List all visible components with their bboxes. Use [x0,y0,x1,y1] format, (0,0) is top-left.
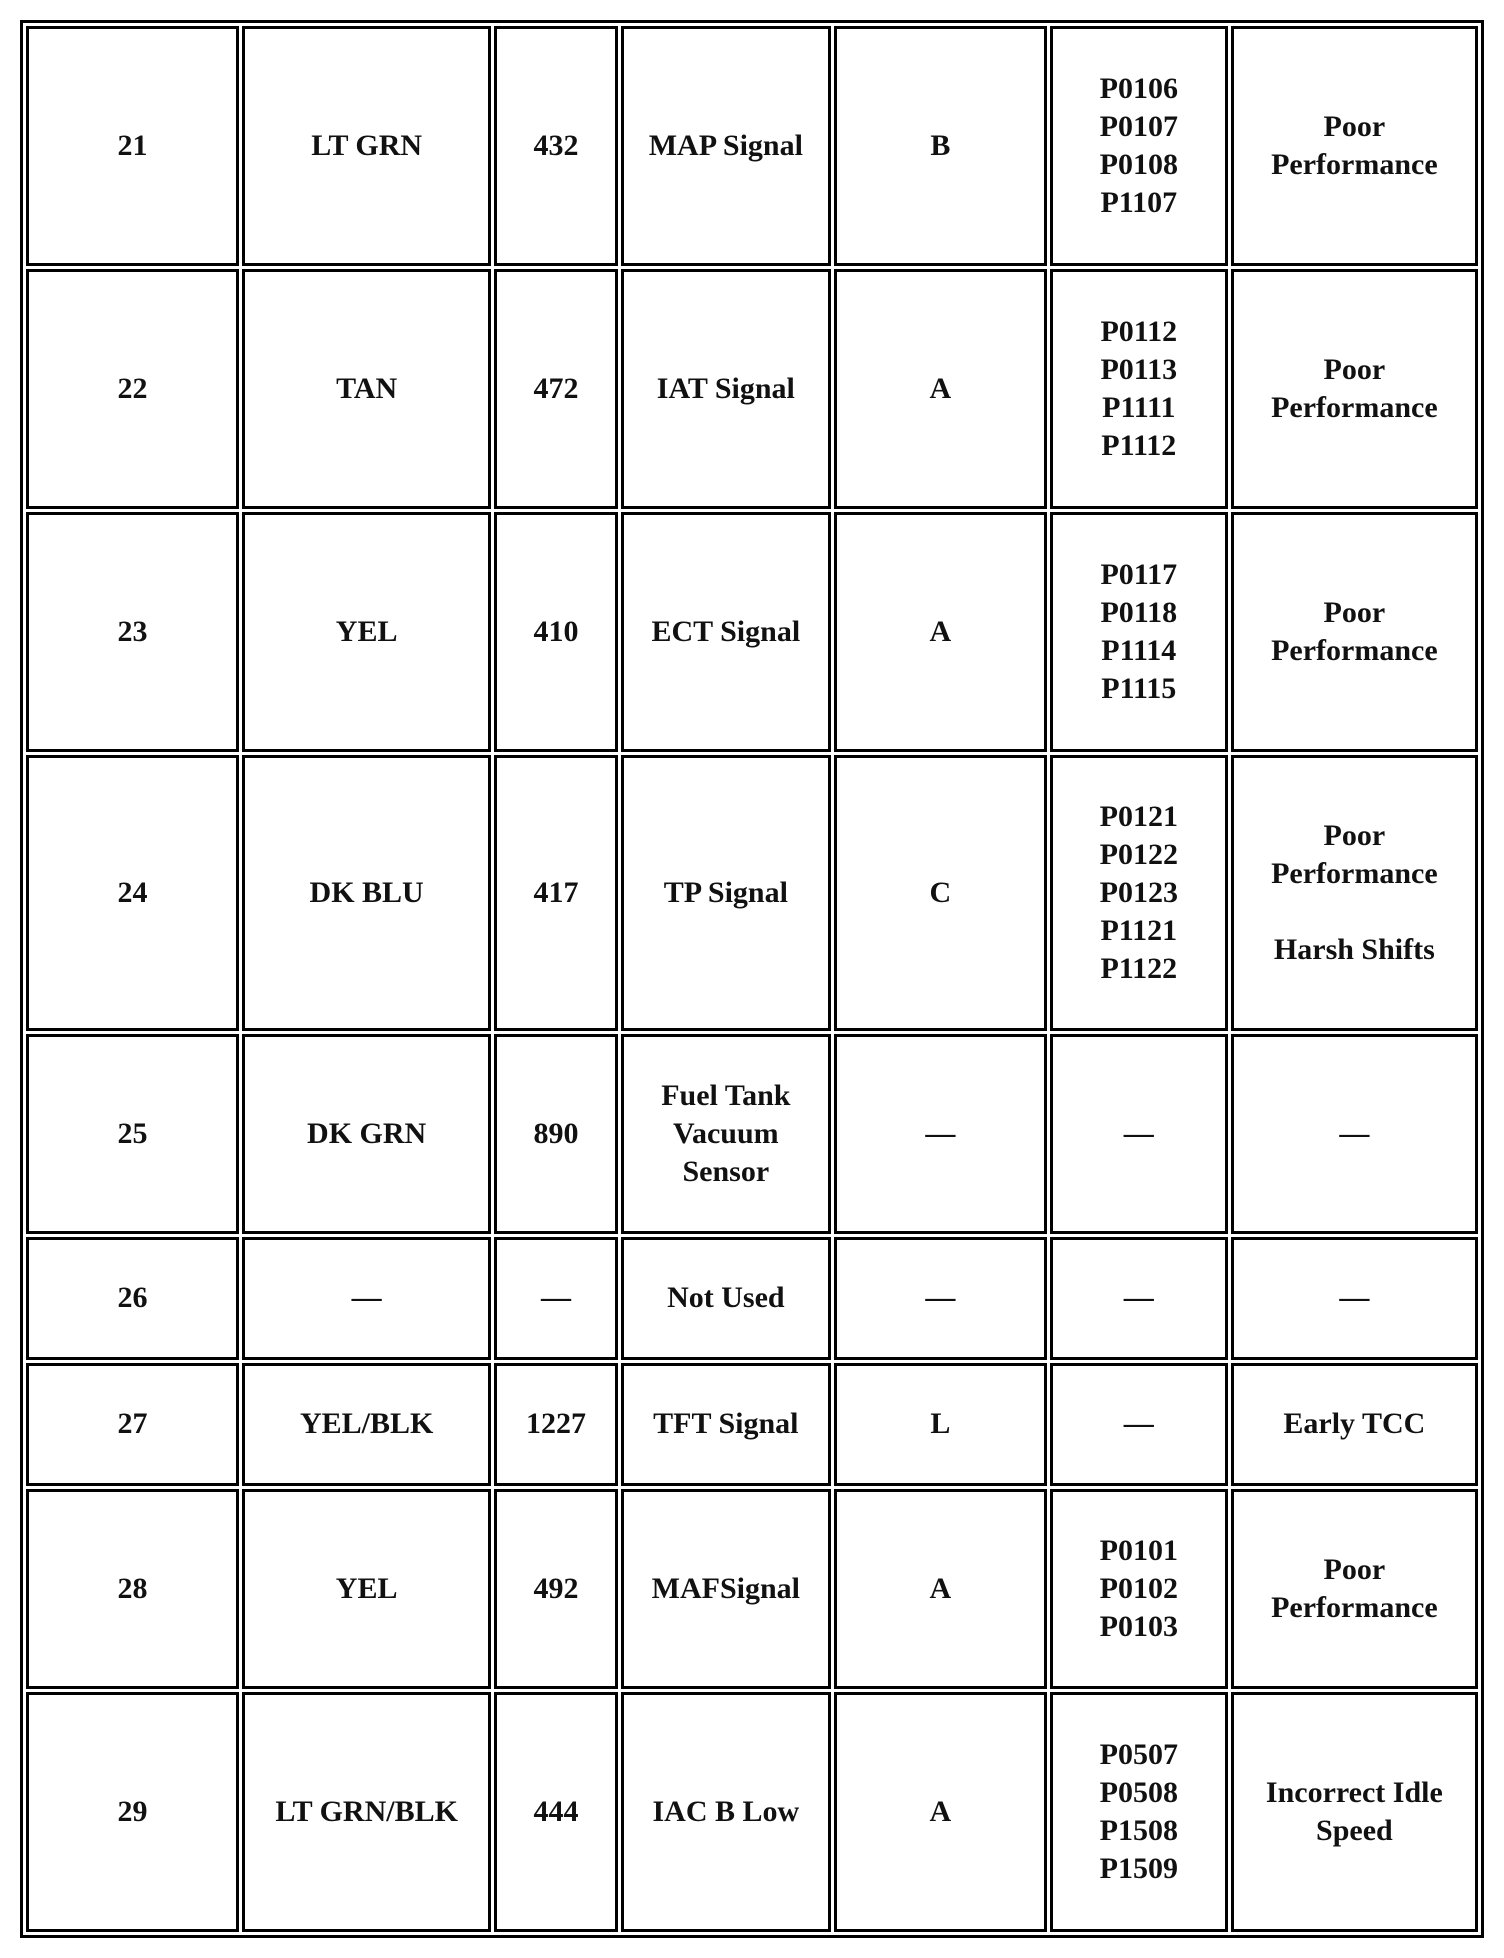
symptom-line: Poor [1323,819,1386,853]
table-row [26,1034,1478,1234]
symptom-line: Poor [1323,110,1386,144]
pin-function-cell [621,1489,831,1689]
pin-function-cell [621,755,831,1030]
symptom-cell [1231,1489,1478,1689]
dtc-codes-line: — [1123,1407,1154,1441]
dtc-codes-cell [1050,1363,1228,1486]
circuit-number-cell: 1227 [494,1363,618,1486]
symptom-line: Incorrect Idle [1265,1775,1443,1809]
symptom-line: Performance [1271,148,1438,182]
pin-number-cell: 28 [26,1489,239,1689]
table-row [26,26,1478,266]
pin-function-line: IAT Signal [656,372,795,406]
dtc-codes-line: P0101 [1099,1533,1178,1567]
symptom-line: Performance [1271,391,1438,425]
symptom-line: Poor [1323,353,1386,387]
pin-function-line: Vacuum [673,1116,779,1150]
dtc-codes-line: P1111 [1102,391,1176,425]
dtc-codes-line: P1114 [1101,634,1177,668]
dtc-codes-line: P1508 [1099,1813,1178,1847]
symptom-line: Performance [1271,857,1438,891]
pin-function-line: Sensor [682,1154,770,1188]
symptom-cell [1231,269,1478,509]
dtc-codes-line: P0106 [1099,72,1178,106]
pin-function-line: Not Used [667,1281,785,1315]
symptom-cell [1231,26,1478,266]
symptom-cell [1231,1237,1478,1360]
line-spacer [1240,893,1469,931]
pin-number-cell: 29 [26,1692,239,1932]
pin-function-cell [621,26,831,266]
connector-cell: — [834,1237,1047,1360]
circuit-number-cell: — [494,1237,618,1360]
dtc-codes-line: P0112 [1100,315,1178,349]
wire-color-cell: LT GRN [242,26,491,266]
dtc-codes-line: — [1123,1116,1154,1150]
dtc-codes-cell [1050,1692,1228,1932]
dtc-codes-line: P0123 [1099,876,1178,910]
dtc-codes-line: P1121 [1100,914,1178,948]
pin-function-cell [621,1692,831,1932]
symptom-line: Performance [1271,1590,1438,1624]
dtc-codes-cell [1050,1237,1228,1360]
dtc-codes-line: P0121 [1099,800,1178,834]
table-row [26,512,1478,752]
pin-function-cell [621,512,831,752]
wire-color-cell: YEL [242,1489,491,1689]
wire-color-cell: LT GRN/BLK [242,1692,491,1932]
connector-cell: C [834,755,1047,1030]
circuit-number-cell: 417 [494,755,618,1030]
circuit-number-cell: 410 [494,512,618,752]
connector-cell: A [834,1489,1047,1689]
pin-function-line: TFT Signal [653,1407,799,1441]
dtc-codes-line: P0108 [1099,148,1178,182]
dtc-codes-line: P1509 [1099,1851,1178,1885]
symptom-cell [1231,1363,1478,1486]
dtc-codes-line: P0107 [1099,110,1178,144]
pin-function-line: Fuel Tank [661,1078,791,1112]
table-row [26,755,1478,1030]
symptom-line: Harsh Shifts [1273,933,1435,967]
symptom-cell [1231,755,1478,1030]
symptom-line: Poor [1323,1552,1386,1586]
symptom-line: Poor [1323,596,1386,630]
pinout-table [23,23,1481,1935]
wire-color-cell: DK BLU [242,755,491,1030]
pin-function-line: IAC B Low [652,1794,800,1828]
symptom-line: Performance [1271,634,1438,668]
dtc-codes-line: P0113 [1100,353,1178,387]
pin-function-cell [621,269,831,509]
pin-function-cell [621,1034,831,1234]
symptom-line: Early TCC [1283,1407,1426,1441]
circuit-number-cell: 472 [494,269,618,509]
dtc-codes-cell [1050,269,1228,509]
wire-color-cell: YEL/BLK [242,1363,491,1486]
wire-color-cell: YEL [242,512,491,752]
dtc-codes-line: P0507 [1099,1737,1178,1771]
pin-number-cell: 27 [26,1363,239,1486]
pin-number-cell: 21 [26,26,239,266]
circuit-number-cell: 492 [494,1489,618,1689]
connector-cell: A [834,1692,1047,1932]
dtc-codes-line: P0508 [1099,1775,1178,1809]
connector-cell: B [834,26,1047,266]
circuit-number-cell: 890 [494,1034,618,1234]
dtc-codes-cell [1050,1489,1228,1689]
connector-cell: L [834,1363,1047,1486]
connector-cell: A [834,269,1047,509]
symptom-cell [1231,1034,1478,1234]
dtc-codes-line: P1112 [1101,429,1177,463]
connector-cell: A [834,512,1047,752]
pin-number-cell: 23 [26,512,239,752]
symptom-line: — [1339,1116,1370,1150]
symptom-cell [1231,1692,1478,1932]
dtc-codes-line: — [1123,1281,1154,1315]
wire-color-cell: DK GRN [242,1034,491,1234]
dtc-codes-cell [1050,755,1228,1030]
table-row [26,1363,1478,1486]
pin-function-line: ECT Signal [651,615,801,649]
pin-number-cell: 26 [26,1237,239,1360]
dtc-codes-line: P0117 [1100,558,1178,592]
dtc-codes-line: P1107 [1100,186,1178,220]
pin-number-cell: 24 [26,755,239,1030]
dtc-codes-cell [1050,1034,1228,1234]
circuit-number-cell: 432 [494,26,618,266]
wire-color-cell: TAN [242,269,491,509]
table-row [26,1489,1478,1689]
symptom-cell [1231,512,1478,752]
dtc-codes-line: P0118 [1100,596,1178,630]
dtc-codes-line: P0103 [1099,1609,1178,1643]
table-row [26,1692,1478,1932]
pin-function-line: TP Signal [663,876,788,910]
table-row [26,269,1478,509]
pin-number-cell: 25 [26,1034,239,1234]
symptom-line: Speed [1316,1813,1393,1847]
pin-function-line: MAFSignal [651,1571,801,1605]
pin-number-cell: 22 [26,269,239,509]
wire-color-cell: — [242,1237,491,1360]
dtc-codes-cell [1050,26,1228,266]
pinout-table-body [26,26,1478,1932]
pin-function-cell [621,1363,831,1486]
dtc-codes-line: P0122 [1099,838,1178,872]
dtc-codes-line: P1122 [1100,952,1178,986]
dtc-codes-line: P1115 [1101,672,1177,706]
dtc-codes-cell [1050,512,1228,752]
connector-cell: — [834,1034,1047,1234]
dtc-codes-line: P0102 [1099,1571,1178,1605]
pinout-table-frame [20,20,1484,1938]
pin-function-line: MAP Signal [648,129,803,163]
table-row [26,1237,1478,1360]
circuit-number-cell: 444 [494,1692,618,1932]
pin-function-cell [621,1237,831,1360]
symptom-line: — [1339,1281,1370,1315]
